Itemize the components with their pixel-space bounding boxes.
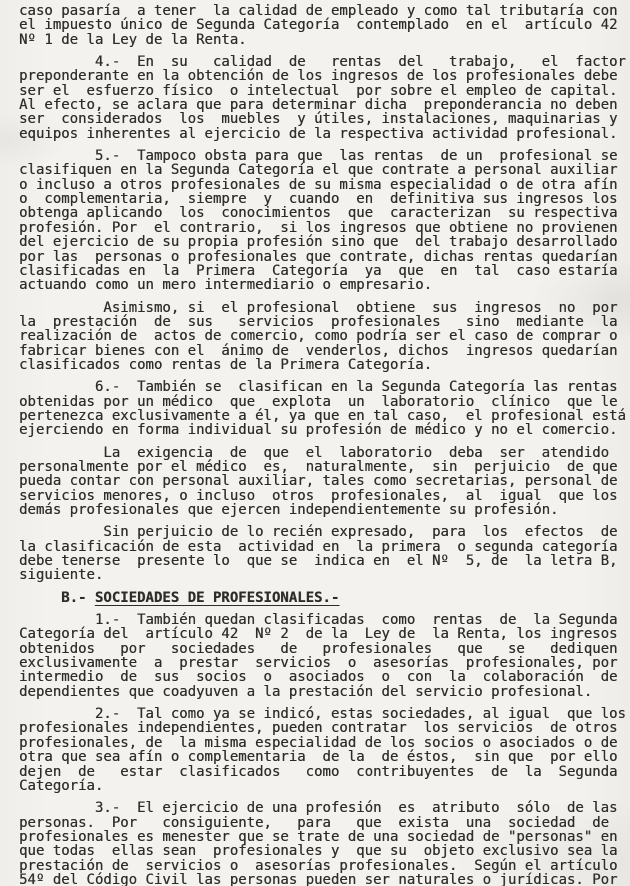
document-line: 2.- Tal como ya se indicó, estas sociedades, al igual que los (19, 706, 626, 723)
document-line: la prestación de sus servicios profesionales sino mediante la (19, 313, 618, 330)
paragraph (19, 707, 624, 793)
section-heading-title: SOCIEDADES DE PROFESIONALES.- (94, 589, 340, 606)
document-line: obtenidos por sociedades de profesionales que se dediquen (19, 640, 618, 657)
paragraph (19, 613, 624, 699)
document-line: Categoría. (19, 777, 104, 794)
document-line: obtenidas por un médico que explota un laboratorio clínico que le (19, 393, 618, 410)
document-line: caso pasaría a tener la calidad de empleado y como tal tributaría con (19, 3, 618, 19)
document-line: fabricar bienes con el ánimo de venderlos, dichos ingresos quedarían (19, 342, 618, 359)
document-line: pueda contar con personal auxiliar, tales como secretarias, personal de (19, 473, 618, 490)
document-line: pertenezca exclusivamente a él, ya que en tal caso, el profesional está (19, 407, 626, 424)
document-line: personas. Por consiguiente, para que exista una sociedad de (19, 814, 610, 831)
document-line: profesionales es menester que se trate de una sociedad de "personas" en (19, 828, 618, 845)
document-line: profesión. Por el contrario, si los ingresos que obtiene no provienen (19, 219, 618, 236)
document-line: ser el esfuerzo físico o intelectual por sobre el empleo de capital. (19, 82, 618, 99)
document-line: 6.- También se clasifican en la Segunda Categoría las rentas (19, 379, 618, 396)
document-line: Categoría del artículo 42 Nº 2 de la Ley de la Renta, los ingresos (19, 626, 618, 643)
document-line: prestación de servicios o asesorías profesionales. Según el artículo (19, 857, 618, 874)
document-line: 5.- Tampoco obsta para que las rentas de un profesional se (19, 148, 618, 165)
document-line: Al efecto, se aclara que para determinar dicha preponderancia no deben (19, 97, 618, 114)
paragraph (19, 446, 624, 518)
document-line: debe tenerse presente lo que se indica en el Nº 5, de la letra B, (19, 553, 618, 570)
document-line: 1.- También quedan clasificadas como rentas de la Segunda (19, 612, 618, 629)
document-line: exclusivamente a prestar servicios o asesorías profesionales, por (19, 655, 618, 672)
paragraph (19, 301, 624, 373)
document-line: equipos inherentes al ejercicio de la respectiva actividad profesional. (19, 125, 618, 142)
document-line: Sin perjuicio de lo recién expresado, para los efectos de (19, 524, 618, 541)
document-line: Nº 1 de la Ley de la Renta. (19, 31, 247, 48)
paragraph (19, 4, 624, 47)
document-line: Asimismo, si el profesional obtiene sus ingresos no por (19, 299, 618, 316)
document-line: por las personas o profesionales que contrate, dichas rentas quedarían (19, 248, 618, 265)
document-line: el impuesto único de Segunda Categoría contemplado en el artículo 42 (19, 17, 618, 34)
document-line: o complementaria, siempre y cuando en definitiva sus ingresos los (19, 191, 618, 208)
document-line: clasifiquen en la Segunda Categoría el que contrate a personal auxiliar (19, 162, 618, 179)
document-line: 4.- En su calidad de rentas del trabajo, el factor (19, 54, 626, 71)
document-line: realización de actos de comercio, como podría ser el caso de comprar o (19, 328, 618, 345)
paragraph (19, 801, 624, 886)
document-line: la clasificación de esta actividad en la primera o segunda categoría (19, 538, 618, 555)
document-line: o incluso a otros profesionales de su misma especialidad o de otra afín (19, 176, 618, 193)
paragraph (19, 525, 624, 582)
document-line: profesionales independientes, pueden contratar los servicios de otros (19, 720, 618, 737)
document-line: 3.- El ejercicio de una profesión es atributo sólo de las (19, 800, 618, 817)
document-line: servicios menores, o incluso otros profesionales, al igual que los (19, 487, 618, 504)
document-line: obtenga aplicando los conocimientos que caracterizan su respectiva (19, 205, 618, 222)
document-line: otra que sea afín o complementaria de la de éstos, sin que por ello (19, 749, 618, 766)
document-line: personalmente por el médico es, naturalmente, sin perjuicio de que (19, 458, 618, 475)
document-line: ser considerados los muebles y útiles, instalaciones, maquinarias y (19, 111, 618, 128)
paragraph (19, 380, 624, 437)
document-line: demás profesionales que ejercen independientemente su profesión. (19, 502, 559, 518)
document-line: dejen de estar clasificados como contribuyentes de la Segunda (19, 763, 618, 780)
document-line: clasificados como rentas de la Primera Categoría. (19, 356, 433, 373)
document-line: clasificadas en la Primera Categoría ya que en tal caso estaría (19, 262, 618, 279)
document-line: ejerciendo en forma individual su profesión de médico y no el comercio. (19, 422, 618, 439)
document-line: dependientes que coadyuven a la prestación del servicio profesional. (19, 683, 593, 700)
document-line: La exigencia de que el laboratorio deba ser atendido (19, 444, 610, 461)
document-line: profesionales, de la misma especialidad de los socios o asociados o de (19, 734, 618, 751)
paragraph (19, 149, 624, 292)
document-line: del ejercicio de su propia profesión sino que del trabajo desarrollado (19, 234, 618, 251)
document-line: 54º del Código Civil las personas pueden ser naturales o jurídicas. Por (19, 871, 618, 886)
document-line: preponderante en la obtención de los ingresos de los profesionales debe (19, 68, 618, 85)
document-line: siguiente. (19, 567, 104, 584)
document-line: intermedio de sus socios o asociados o con la colaboración de (19, 669, 618, 686)
document-line: actuando como un mero intermediario o empresario. (19, 277, 433, 294)
section-heading-prefix: B.- (19, 589, 95, 606)
section-heading (19, 591, 624, 605)
document-line: que todas ellas sean profesionales y que su objeto exclusivo sea la (19, 843, 618, 860)
paragraph (19, 55, 624, 141)
